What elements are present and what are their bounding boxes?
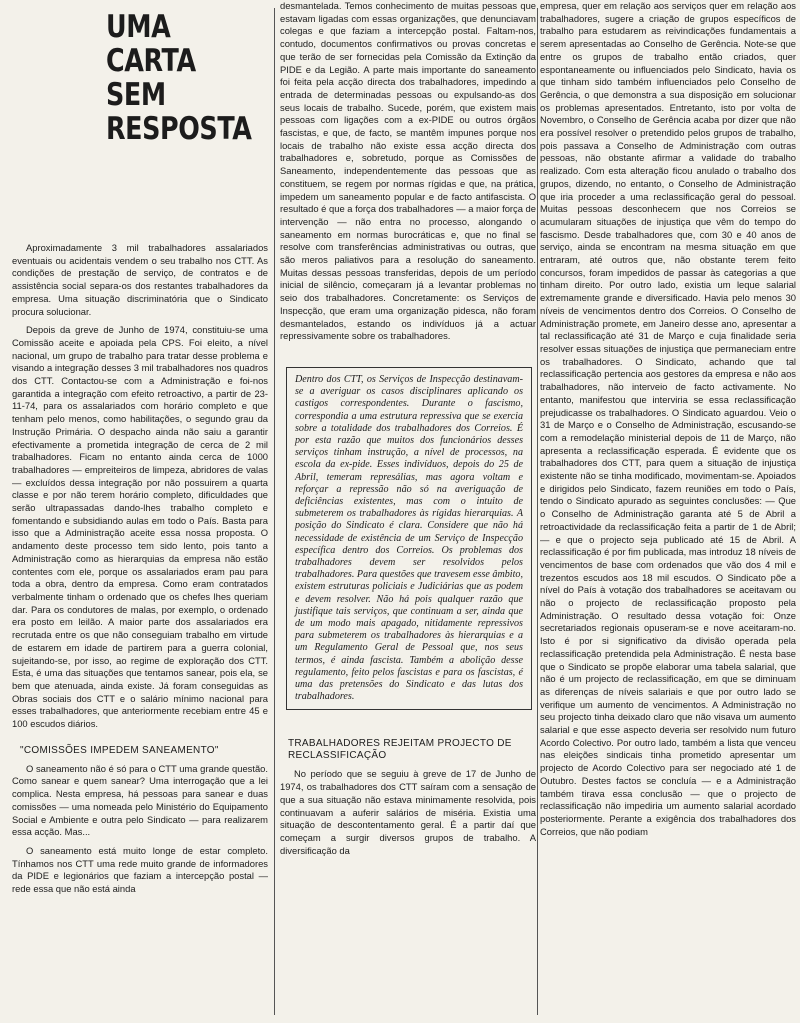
body-paragraph: No período que se seguiu à greve de 17 de Junho de 1974, os trabalhadores dos CTT saíram com a sensação de que a sua situação não estava minimamente resolvida, pois continuavam a auferir salários de miséria. Existia uma situação de descontentamento geral. É a partir daí que começam a surgir diversos grupos de trabalho. A diversificação da [280,768,536,856]
column-divider [274,8,275,1015]
section-heading: TRABALHADORES REJEITAM PROJECTO DE RECLASSIFICAÇÃO [288,738,512,762]
article-title [106,10,268,146]
sidebar-text: Dentro dos CTT, os Serviços de Inspecção destinavam-se a averiguar os casos disciplinares aplicando os castigos correspondentes. Durante o fascismo, correspondia a uma estrutura repressiva que se exercia sobre a totalidade dos trabalhadores dos Correios. É por esta razão que muitos dos funcionários desses serviços tinham instrução, a nível de processos, na escola da ex-pide. Esses indivíduos, depois do 25 de Abril, temeram represálias, mas agora voltam e reforçar a repressão não só na averiguação de deficiências existentes, mas com o intuito de submeterem os trabalhadores às rígidas hierarquias. A posição do Sindicato é clara. Considere que não há necessidade de existência de um Serviço de Inspecção específica dentro dos Correios. Os problemas dos trabalhadores devem ser resolvidos pelos trabalhadores. Para questões que travesem esse âmbito, existem estruturas policiais e Judiciárias que as podem e devem resolver. Não há pois qualquer razão que justifique tais serviços, que continuam a ser, ainda que de um modo mais apagado, nitidamente repressivos para submeterem os trabalhadores às hierarquias e a um Regulamento Geral de Pessoal que, nos seus termos, é ainda fascista. Também a abolição desse regulamento, feito pelos fascistas e para os fascistas, é uma das pretensões do Sindicato e das lutas dos trabalhadores. [295,373,523,703]
lead-paragraph: Aproximadamente 3 mil trabalhadores assalariados eventuais ou acidentais vendem o seu trabalho nos CTT. As condições de prestação de serviço, de contratos e de assistência social separa-os dos restantes trabalhadores da empresa. Uma situação discriminatória que o Sindicato procura solucionar. [12,242,268,317]
column-divider [537,8,538,1015]
body-paragraph: empresa, quer em relação aos serviços quer em relação aos trabalhadores, sugere a criação de grupos específicos de trabalho para estudarem as reivindicações fundamentais a serem apresentadas ao Conselho de Gerência. Note-se que entre os grupos de trabalho então criados, quer espontaneamente ou influenciados pelo Sindicato, havia os que tinham sido também influenciados pelo Conselho de Gerência, o que demonstra a sua disposição em solucionar os problemas apresentados. Entretanto, isto por volta de Novembro, o Conselho de Gerência acaba por dizer que não era possível resolver o pretendido pelos grupos de trabalho, pois passava a Conselho de Administração com outras pessoas, não obstante afirmar a validade do trabalho realizado. Com esta alteração ficou anulado o trabalho dos grupos, dizendo, no entanto, o Conselho de Administração que iria proceder a uma reclassificação geral do pessoal. Muitas pessoas desconhecem que nos Correios se acumularam situações de injustiça que vêm do tempo do fascismo. Desde trabalhadores que, com 30 e 40 anos de serviço, ainda se encontram na mesma situação em que entraram, até outros que, não obstante terem feito concursos, foram impedidos de passar às categorias a que tinham direito. Por outro lado, existia um leque salarial extremamente grande e diversificado. Havia pelo menos 30 níveis de vencimentos dentro dos Correios. O Conselho de Administração promete, em Janeiro desse ano, apresentar a tal reclassificação até 31 de Março e cuja finalidade seria resolver essas situações de injustiça que permaneciam entre os trabalhadores. O Sindicato, achando que tal reclassificação pertencia aos gestores da empresa e não aos trabalhadores, não interveio de facto activamente. No entanto, manifestou que interviria se essa reclassificação prejudicasse os trabalhadores. O Sindicato aguardou. Veio o 31 de Março e o Conselho de Administração, escusando-se com a remodelação ministerial depois de 11 de Março, não apresenta a reclassificação esperada. É evidente que os trabalhadores dos CTT, para quem a situação de injustiça existente não se tinha modificado, movimentam-se. Apoiados e dirigidos pelo Sindicato, fazem reuniões em todo o País, tendo o Sindicato apurado as seguintes conclusões: — Que o Conselho de Administração garanta até 5 de Abril a retroactividade da reclassificação feita a partir de 1 de Abril; — e que o projecto seja publicado até 15 de Abril. A reclassificação é por fim publicada, mas introduz 18 níveis de vencimentos de base com ordenados que vão dos 4 mil e trezentos escudos aos 18 mil escudos. O Sindicato põe a nível do País à votação dos trabalhadores se aceitavam ou não o projecto de reclassificação proposto pela Administração. O resultado dessa votação foi: Onze secretariados regionais opuseram-se e nove aceitaram-no. Isto é por si significativo da divisão operada pela reclassificação pretendida pela Administração. É nesta base que o Sindicato se propõe elaborar uma tabela salarial, que não é um projecto de reclassificação, em que se diminuam as diferenças de níveis salariais e que por outro lado se verifique um aumento de vencimentos. A Administração no seu projecto tinha deixado claro que não visava um aumento salarial e que esse aspecto deveria ser resolvido num futuro Acordo Colectivo. Por outro lado, também a lista que venceu nas eleições sindicais tinha prometido apresentar um projecto de Acordo Colectivo para ser negociado até 1 de Outubro. Destes factos se concluía — e a Administração também tirava essa conclusão — que o projecto de reclassificação não impediria um aumento salarial acordado posteriormente. Perante a exigência dos trabalhadores dos Correios, que não podiam [540,0,796,837]
body-paragraph: Depois da greve de Junho de 1974, constituiu-se uma Comissão aceite e apoiada pela CPS. Foi eleito, a nível nacional, um grupo de trabalho para tratar desse problema e visando a integração desses 3 mil trabalhadores nos quadros dos CTT. Contactou-se com a Administração e foi-nos garantida a integração com efeito retroactivo, a partir de 23-11-74, para os assalariados com horário completo e que tenham pelo menos, como habilitações, o segundo grau da Instrução Primária. O despacho ainda não saiu a garantir efectivamente a prometida integração de cerca de 2 mil trabalhadores. Ficam no entanto ainda cerca de 1000 trabalhadores — empreiteiros de limpeza, abridores de valas — excluídos dessa integração por não possuirem a quarta classe e por não terem horário completo, dificuldades que serão ultrapassadas dando-lhes trabalho completo e fomentando e subsidiando aulas em todo o País. Basta para isso que a Administração aceite essa nossa proposta. O andamento deste processo tem sido lento, pois tanto a Administração como as hierarquias da empresa não estão contentes com ele, porque os assalariados eram pau para toda a obra, dentro da empresa. Como eram contratados verbalmente tinham o ordenado que os chefes lhes queriam dar. Para os condutores de malas, por exemplo, o ordenado era posto em leilão. A maior parte dos assalariados era recrutada entre os que não conseguiam trabalho em virtude de estarem em idade de partirem para a guerra colonial, sujeitando-se, por isso, ao regime de exploração dos CTT. Esta, é uma das situações que tentamos sanear, pois ela, se bem que atenuada, ainda existe. Já foram conseguidas as Obras sociais dos CTT e o salário mínimo nacional para esses trabalhadores, que anteriormente recebiam entre 45 e 100 escudos diários. [12,324,268,730]
title-line: UMA CARTA [106,9,196,79]
body-paragraph: O saneamento está muito longe de estar completo. Tínhamos nos CTT uma rede muito grande de informadores da PIDE e legionários que faziam a intercepção postal — rede essa que não está ainda [12,844,268,895]
section-heading: "COMISSÕES IMPEDEM SANEAMENTO" [20,744,219,756]
title-line: RESPOSTA [106,111,252,147]
body-paragraph: desmantelada. Temos conhecimento de muitas pessoas que estavam ligadas com essas organizações, que denunciavam colegas e que faziam a intercepção postal. Faltam-nos, contudo, documentos confirmativos ou provas concretas e que terão de ser fornecidas pela Comissão da Extinção da PIDE e da Legião. A parte mais importante do saneamento foi feita pela acção directa dos trabalhadores, impedindo a entrada de determinadas pessoas ou expulsando-as dos seus locais de trabalho. Sucede, porém, que existem mais pessoas com ligações com a ex-PIDE ou outros órgãos fascistas, e que, de facto, se mantêm impunes porque nos locais de trabalho não existe essa acção directa dos trabalhadores e, sobretudo, porque as Comissões de Saneamento, independentemente das pessoas que as constituem, se regem por normas rígidas e que, na prática, impedem um saneamento popular e de facto antifascista. O resultado é que a força dos trabalhadores — a maior força de intervenção — não entra no processo, alongando o saneamento em normas burocráticas e, que no final se resolve com transferências administrativas ou outras, que são meros paliativos para a resolução do saneamento. Muitas dessas pessoas transferidas, depois de um período inicial de silêncio, começaram já a levantar problemas no seio dos trabalhadores. Concretamente: os Serviços de Inspecção, que eram uma organização pidesca, não foram desmantelados, estando os indivíduos já a actuar repressivamente sobre os trabalhadores. [280,0,536,342]
column-1 [12,0,268,1023]
body-paragraph: O saneamento não é só para o CTT uma grande questão. Como sanear e quem sanear? Uma interrogação que a lei complica. Nesta empresa, há pessoas para sanear e duas comissões — uma nomeada pelo Ministério do Equipamento Social e Ambiente e outra pelo Sindicato — para realizarem essa acção. Mas... [12,762,268,838]
title-line: SEM [106,77,166,113]
boxed-sidebar [286,367,532,710]
column-2 [280,0,536,1023]
column-3 [540,0,796,1023]
